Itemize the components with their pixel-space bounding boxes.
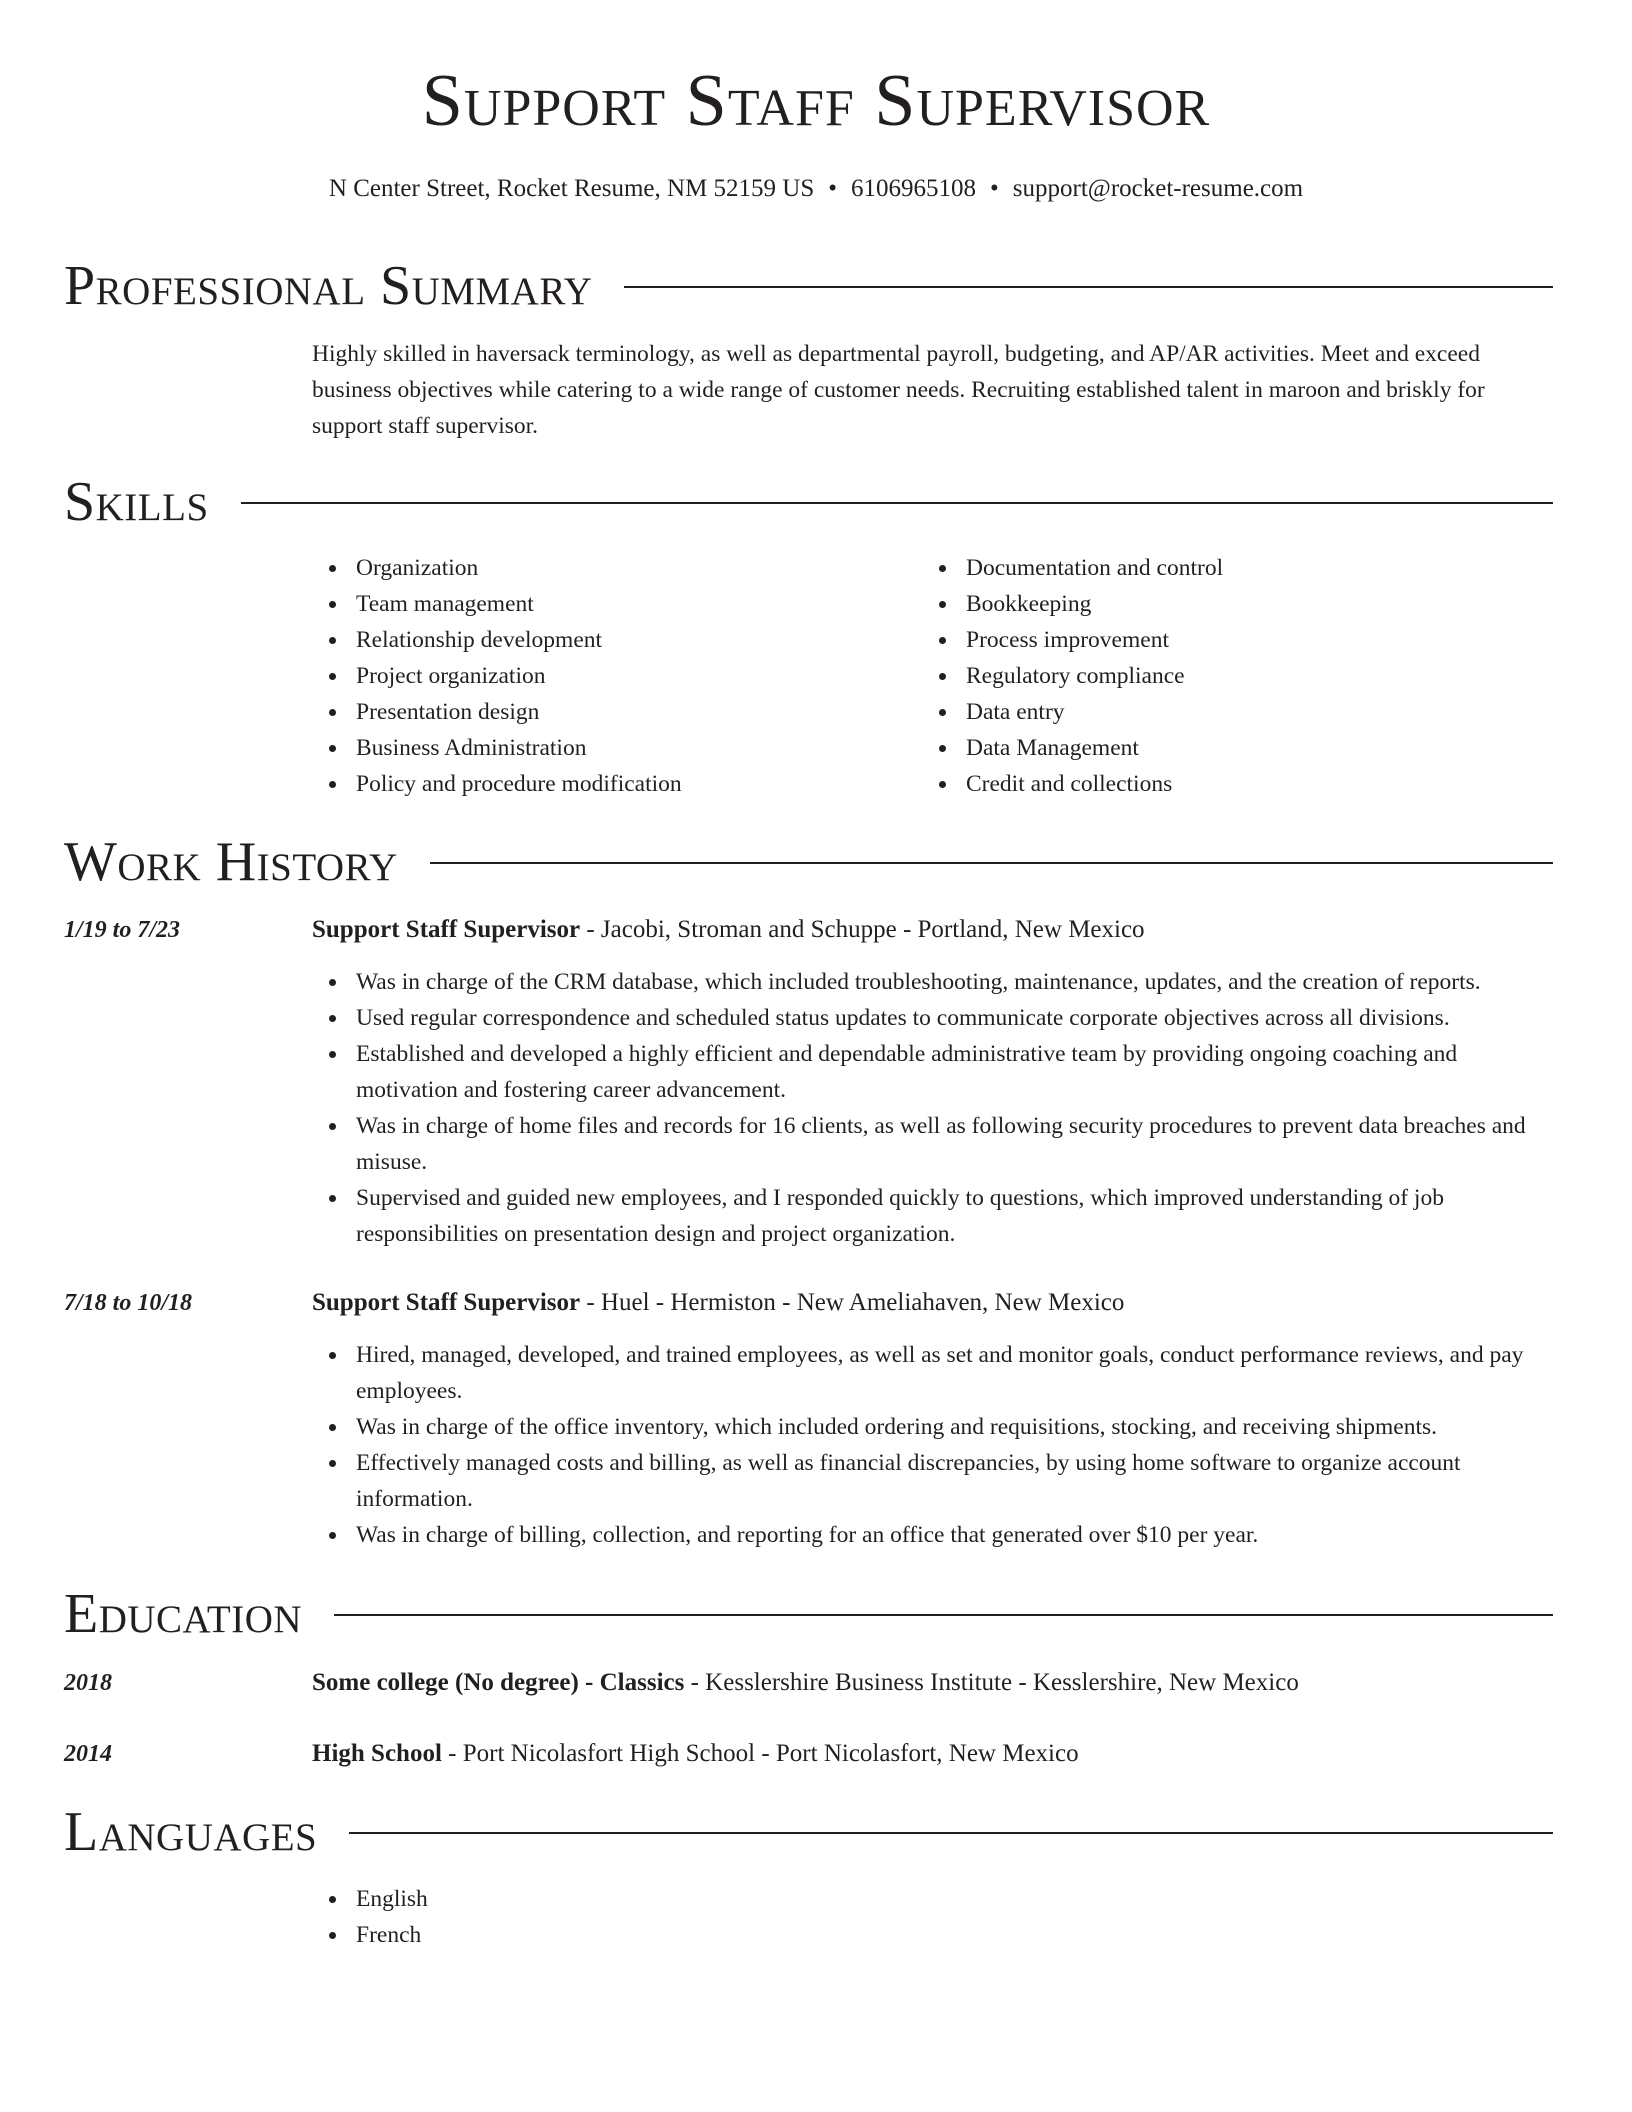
skill-item: Data Management	[922, 730, 1522, 766]
job-details: - Jacobi, Stroman and Schuppe - Portland, New Mexico	[580, 916, 1145, 943]
skill-item: Team management	[312, 586, 872, 622]
job-dates: 7/18 to 10/18	[64, 1290, 193, 1316]
job-bullet: Supervised and guided new employees, and I responded quickly to questions, which improved understanding of job responsibilities on presentation design and project organization.	[312, 1180, 1564, 1252]
contact-line	[0, 172, 1632, 206]
skill-item: Documentation and control	[922, 550, 1522, 586]
summary-section-title: Professional Summary	[64, 255, 593, 317]
summary-text: Highly skilled in haversack terminology, as well as departmental payroll, budgeting, and AP/AR activities. Meet and exceed business objectives while catering to a wide range of customer needs. Recruiting established talent in maroon and briskly for support staff supervisor.	[312, 341, 1485, 439]
languages-section-header	[64, 1799, 1553, 1865]
work-section-title: Work History	[64, 831, 398, 893]
skill-item: Process improvement	[922, 622, 1522, 658]
education-entry	[312, 1665, 1299, 1701]
job-role: Support Staff Supervisor	[312, 1289, 581, 1316]
skill-item: Project organization	[312, 658, 872, 694]
section-divider	[334, 1614, 1553, 1616]
job-title-line	[312, 1285, 1124, 1321]
contact-separator: •	[828, 175, 838, 202]
education-section-title: Education	[64, 1583, 303, 1645]
contact-email: support@rocket-resume.com	[1012, 175, 1304, 202]
education-details: - Kesslershire Business Institute - Kesslershire, New Mexico	[684, 1669, 1299, 1696]
skill-item: Bookkeeping	[922, 586, 1522, 622]
job-dates: 1/19 to 7/23	[64, 917, 181, 943]
candidate-name: Support Staff Supervisor	[421, 60, 1211, 142]
work-section-header	[64, 829, 1553, 895]
skills-section-header	[64, 469, 1553, 535]
job-details: - Huel - Hermiston - New Ameliahaven, New Mexico	[580, 1289, 1125, 1316]
education-section-header	[64, 1581, 1553, 1647]
education-degree: High School	[312, 1740, 442, 1767]
language-item: English	[312, 1881, 912, 1917]
contact-separator: •	[990, 175, 999, 202]
education-entry	[312, 1736, 1079, 1772]
skill-item: Organization	[312, 550, 872, 586]
section-divider	[349, 1832, 1553, 1834]
summary-section-header	[64, 253, 1553, 319]
contact-phone: 6106965108	[851, 175, 977, 202]
job-bullet: Effectively managed costs and billing, as well as financial discrepancies, by using home software to organize account information.	[312, 1445, 1564, 1517]
education-degree: Some college (No degree) - Classics	[312, 1669, 685, 1696]
section-divider	[241, 502, 1553, 504]
contact-address: N Center Street, Rocket Resume, NM 52159 US	[328, 175, 815, 202]
skills-section-title: Skills	[64, 471, 209, 533]
skill-item: Data entry	[922, 694, 1522, 730]
job-bullet: Hired, managed, developed, and trained employees, as well as set and monitor goals, conduct performance reviews, and pay employees.	[312, 1337, 1564, 1409]
skill-item: Credit and collections	[922, 766, 1522, 802]
skill-item: Presentation design	[312, 694, 872, 730]
skill-item: Business Administration	[312, 730, 872, 766]
section-divider	[624, 286, 1553, 288]
job-title-line	[312, 912, 1145, 948]
skills-list-right	[922, 550, 1522, 802]
job-bullet: Was in charge of the office inventory, which included ordering and requisitions, stocking, and receiving shipments.	[312, 1409, 1564, 1445]
job-role: Support Staff Supervisor	[312, 916, 581, 943]
job-bullets	[312, 964, 1564, 1252]
job-bullet: Was in charge of home files and records for 16 clients, as well as following security procedures to prevent data breaches and misuse.	[312, 1108, 1564, 1180]
languages-section-title: Languages	[64, 1801, 318, 1863]
job-bullet: Established and developed a highly efficient and dependable administrative team by providing ongoing coaching and motivation and fostering career advancement.	[312, 1036, 1564, 1108]
language-item: French	[312, 1917, 912, 1953]
job-bullets	[312, 1337, 1564, 1553]
job-bullet: Used regular correspondence and scheduled status updates to communicate corporate objectives across all divisions.	[312, 1000, 1564, 1036]
education-year: 2014	[64, 1741, 112, 1767]
languages-list	[312, 1881, 912, 1953]
education-year: 2018	[64, 1670, 112, 1696]
section-divider	[430, 862, 1553, 864]
job-bullet: Was in charge of the CRM database, which included troubleshooting, maintenance, updates, and the creation of reports.	[312, 964, 1564, 1000]
skill-item: Regulatory compliance	[922, 658, 1522, 694]
skill-item: Relationship development	[312, 622, 872, 658]
skill-item: Policy and procedure modification	[312, 766, 872, 802]
education-details: - Port Nicolasfort High School - Port Nicolasfort, New Mexico	[441, 1740, 1079, 1767]
job-bullet: Was in charge of billing, collection, and reporting for an office that generated over $10 per year.	[312, 1517, 1564, 1553]
skills-list-left	[312, 550, 872, 802]
